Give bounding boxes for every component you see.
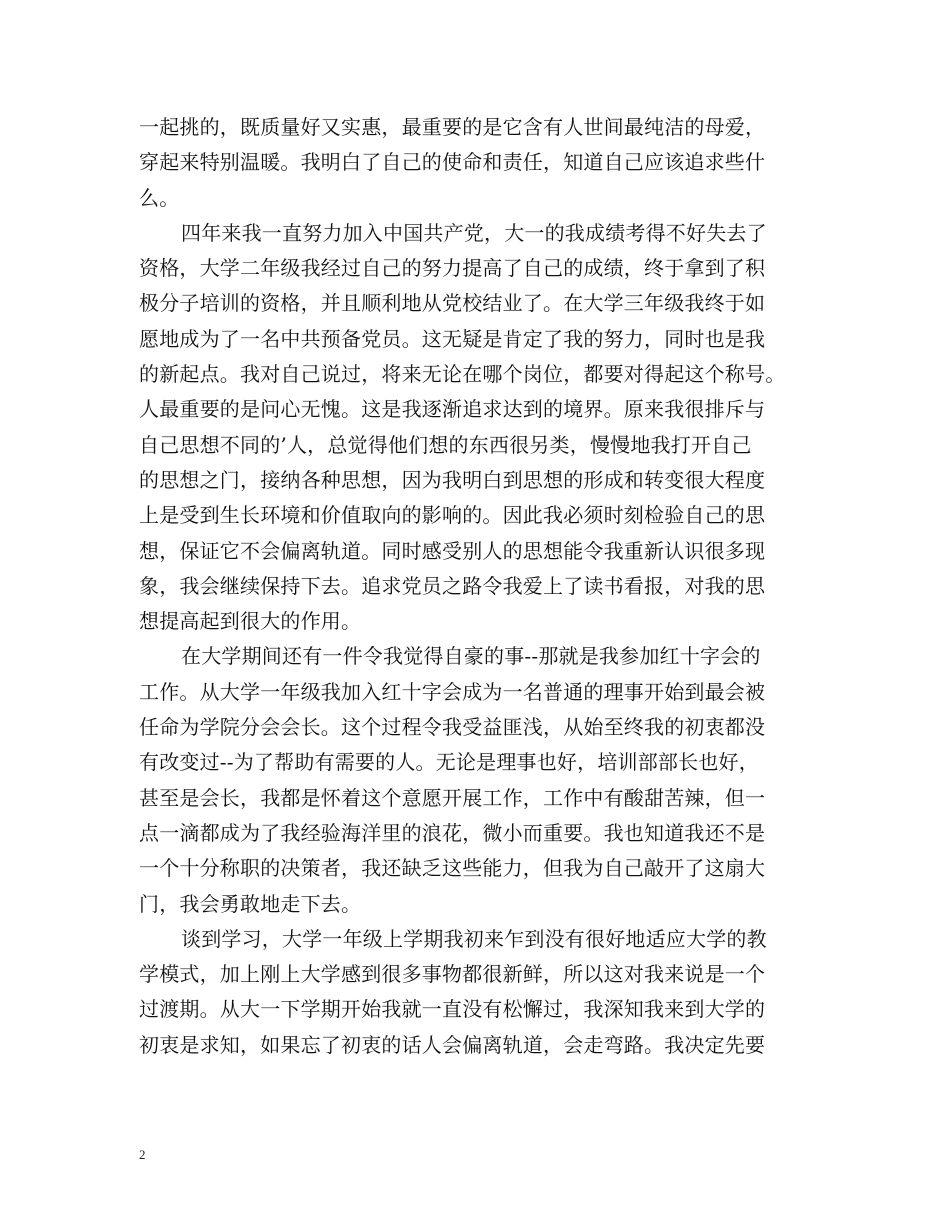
- paragraph-start-line: 四年来我一直努力加入中国共产党，大一的我成绩考得不好失去了: [181, 220, 767, 245]
- text-line: 工作。从大学一年级我加入红十字会成为一名普通的理事开始到最会被: [139, 679, 766, 704]
- text-line: 过渡期。从大一下学期开始我就一直没有松懈过，我深知我来到大学的: [139, 997, 766, 1022]
- text-line: 门，我会勇敢地走下去。: [139, 891, 362, 916]
- text-line: 的思想之门，接纳各种思想，因为我明白到思想的形成和转变很大程度: [139, 467, 766, 492]
- text-line: 象，我会继续保持下去。追求党员之路令我爱上了读书看报，对我的思: [139, 573, 766, 598]
- text-line: 初衷是求知，如果忘了初衷的话人会偏离轨道，会走弯路。我决定先要: [139, 1032, 766, 1057]
- page-number: 2: [139, 1147, 146, 1162]
- text-line: 学模式，加上刚上大学感到很多事物都很新鲜，所以这对我来说是一个: [139, 962, 766, 987]
- text-line: 有改变过--为了帮助有需要的人。无论是理事也好，培训部部长也好，: [139, 750, 759, 775]
- text-line: 自己思想不同的’人，总觉得他们想的东西很另类，慢慢地我打开自己: [139, 432, 752, 457]
- text-line: 点一滴都成为了我经验海洋里的浪花，微小而重要。我也知道我还不是: [139, 820, 766, 845]
- paragraph-start-line: 谈到学习，大学一年级上学期我初来乍到没有很好地适应大学的教: [181, 926, 767, 951]
- text-line: 一起挑的，既质量好又实惠，最重要的是它含有人世间最纯洁的母爱，: [139, 115, 766, 139]
- text-line: 的新起点。我对自己说过，将来无论在哪个岗位，都要对得起这个称号。: [139, 362, 786, 387]
- body-text: [139, 110, 819, 1063]
- text-line: 极分子培训的资格，并且顺利地从党校结业了。在大学三年级我终于如: [139, 291, 766, 316]
- text-line: 上是受到生长环境和价值取向的影响的。因此我必须时刻检验自己的思: [139, 503, 766, 528]
- text-line: 一个十分称职的决策者，我还缺乏这些能力，但我为自己敲开了这扇大: [139, 856, 766, 881]
- text-line: 想，保证它不会偏离轨道。同时感受别人的思想能令我重新认识很多现: [139, 538, 766, 563]
- text-line: 想提高起到很大的作用。: [139, 609, 362, 634]
- paragraph-start-line: 在大学期间还有一件令我觉得自豪的事--那就是我参加红十字会的: [181, 644, 761, 669]
- text-line: 愿地成为了一名中共预备党员。这无疑是肯定了我的努力，同时也是我: [139, 326, 766, 351]
- text-line: 资格，大学二年级我经过自己的努力提高了自己的成绩，终于拿到了积: [139, 256, 766, 281]
- text-line: 么。: [139, 185, 180, 210]
- text-line: 甚至是会长，我都是怀着这个意愿开展工作，工作中有酸甜苦辣，但一: [139, 785, 766, 810]
- text-line: 任命为学院分会会长。这个过程令我受益匪浅，从始至终我的初衷都没: [139, 715, 766, 740]
- text-line: 穿起来特别温暖。我明白了自己的使命和责任，知道自己应该追求些什: [139, 150, 766, 175]
- text-line: 人最重要的是问心无愧。这是我逐渐追求达到的境界。原来我很排斥与: [139, 397, 766, 422]
